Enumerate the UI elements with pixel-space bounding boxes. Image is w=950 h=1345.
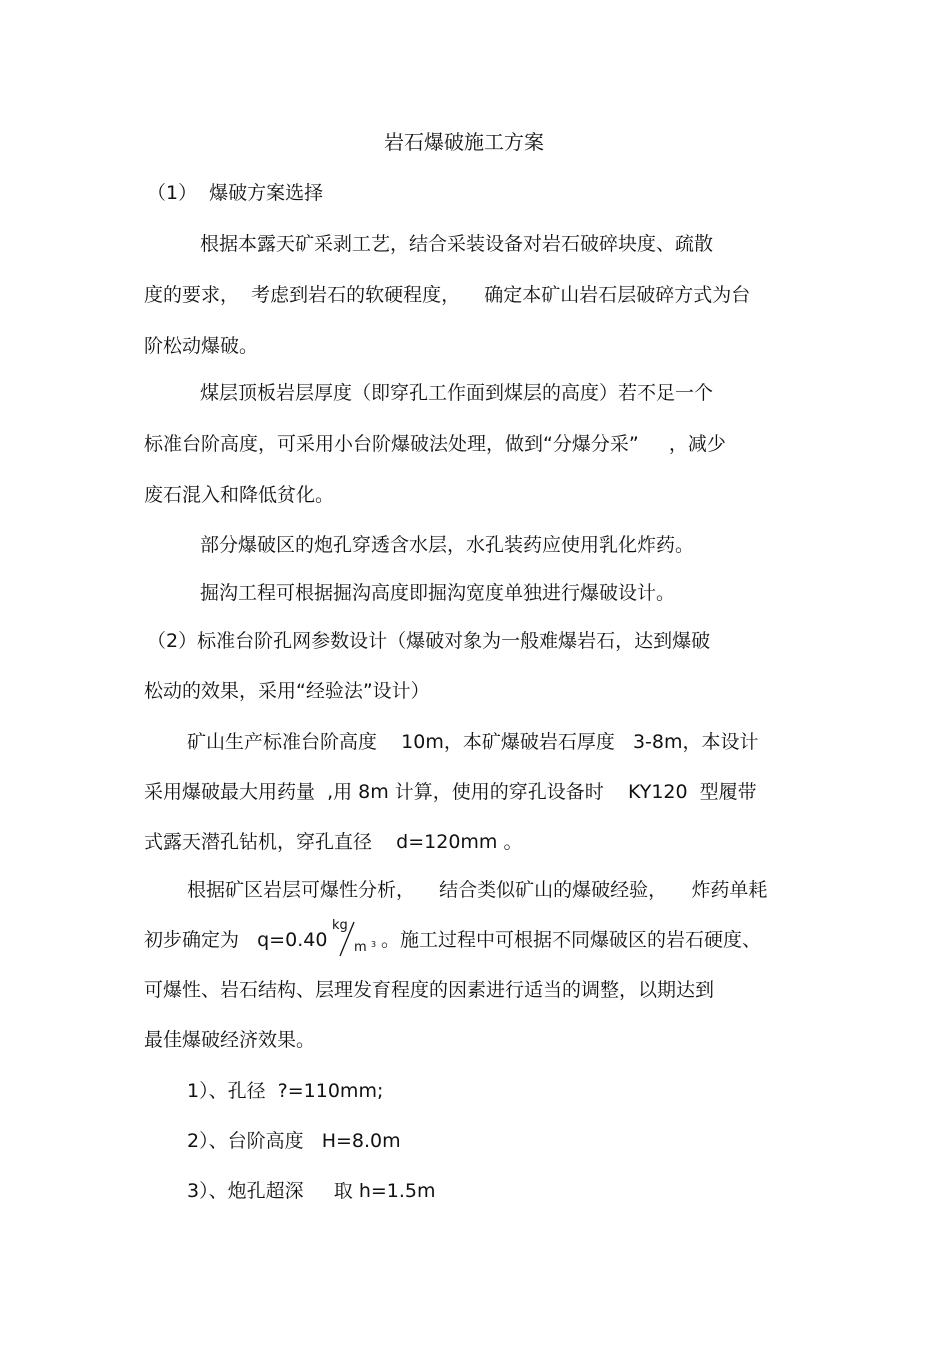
section-1-paragraph-4: 掘沟工程可根据掘沟高度即掘沟宽度单独进行爆破设计。 bbox=[200, 582, 676, 604]
section-1-paragraph-1-line-3: 阶松动爆破。 bbox=[144, 335, 259, 357]
section-2-paragraph-1-line-2: 采用爆破最大用药量 ,用 8m 计算，使用的穿孔设备时 KY120 型履带 bbox=[144, 781, 757, 803]
section-2-paragraph-2-line-2-end: 。施工过程中可根据不同爆破区的岩石硬度、 bbox=[381, 929, 762, 951]
section-2-heading-line-1: （2）标准台阶孔网参数设计（爆破对象为一般难爆岩石，达到爆破 bbox=[147, 630, 711, 652]
section-2-paragraph-1-line-3: 式露天潜孔钻机，穿孔直径 d=120mm 。 bbox=[144, 831, 523, 853]
section-2-paragraph-1-line-1: 矿山生产标准台阶高度 10m，本矿爆破岩石厚度 3-8m，本设计 bbox=[187, 731, 759, 753]
unit-fraction bbox=[330, 918, 384, 960]
section-1-paragraph-1-line-2: 度的要求， 考虑到岩石的软硬程度， 确定本矿山岩石层破碎方式为台 bbox=[144, 284, 751, 306]
param-item: 3）、炮孔超深 取 h=1.5m bbox=[187, 1180, 436, 1202]
param-item: 1）、孔径 ?=110mm; bbox=[187, 1080, 384, 1102]
section-1-paragraph-2-line-1: 煤层顶板岩层厚度（即穿孔工作面到煤层的高度）若不足一个 bbox=[200, 382, 714, 404]
section-1-paragraph-2-line-2: 标准台阶高度，可采用小台阶爆破法处理，做到“分爆分采” ，减少 bbox=[144, 433, 726, 455]
section-1-paragraph-1-line-1: 根据本露天矿采剥工艺，结合采装设备对岩石破碎块度、疏散 bbox=[200, 233, 714, 255]
section-2-paragraph-2-line-2-start: 初步确定为 q=0.40 bbox=[144, 929, 328, 951]
section-1-heading: （1） 爆破方案选择 bbox=[147, 182, 324, 204]
section-2-paragraph-2-line-3: 可爆性、岩石结构、层理发育程度的因素进行适当的调整，以期达到 bbox=[144, 979, 715, 1001]
section-1-paragraph-2-line-3: 废石混入和降低贫化。 bbox=[144, 484, 335, 506]
unit-exponent: 3 bbox=[371, 940, 377, 949]
unit-numerator: kg bbox=[332, 918, 348, 933]
section-1-paragraph-3: 部分爆破区的炮孔穿透含水层，水孔装药应使用乳化炸药。 bbox=[200, 534, 695, 556]
section-2-heading-line-2: 松动的效果，采用“经验法”设计） bbox=[144, 680, 430, 702]
document-title: 岩石爆破施工方案 bbox=[384, 130, 544, 154]
section-2-paragraph-2-line-1: 根据矿区岩层可爆性分析， 结合类似矿山的爆破经验， 炸药单耗 bbox=[187, 879, 768, 901]
param-item: 2）、台阶高度 H=8.0m bbox=[187, 1130, 401, 1152]
unit-denominator: m bbox=[354, 940, 367, 955]
section-2-paragraph-2-line-4: 最佳爆破经济效果。 bbox=[144, 1029, 316, 1051]
